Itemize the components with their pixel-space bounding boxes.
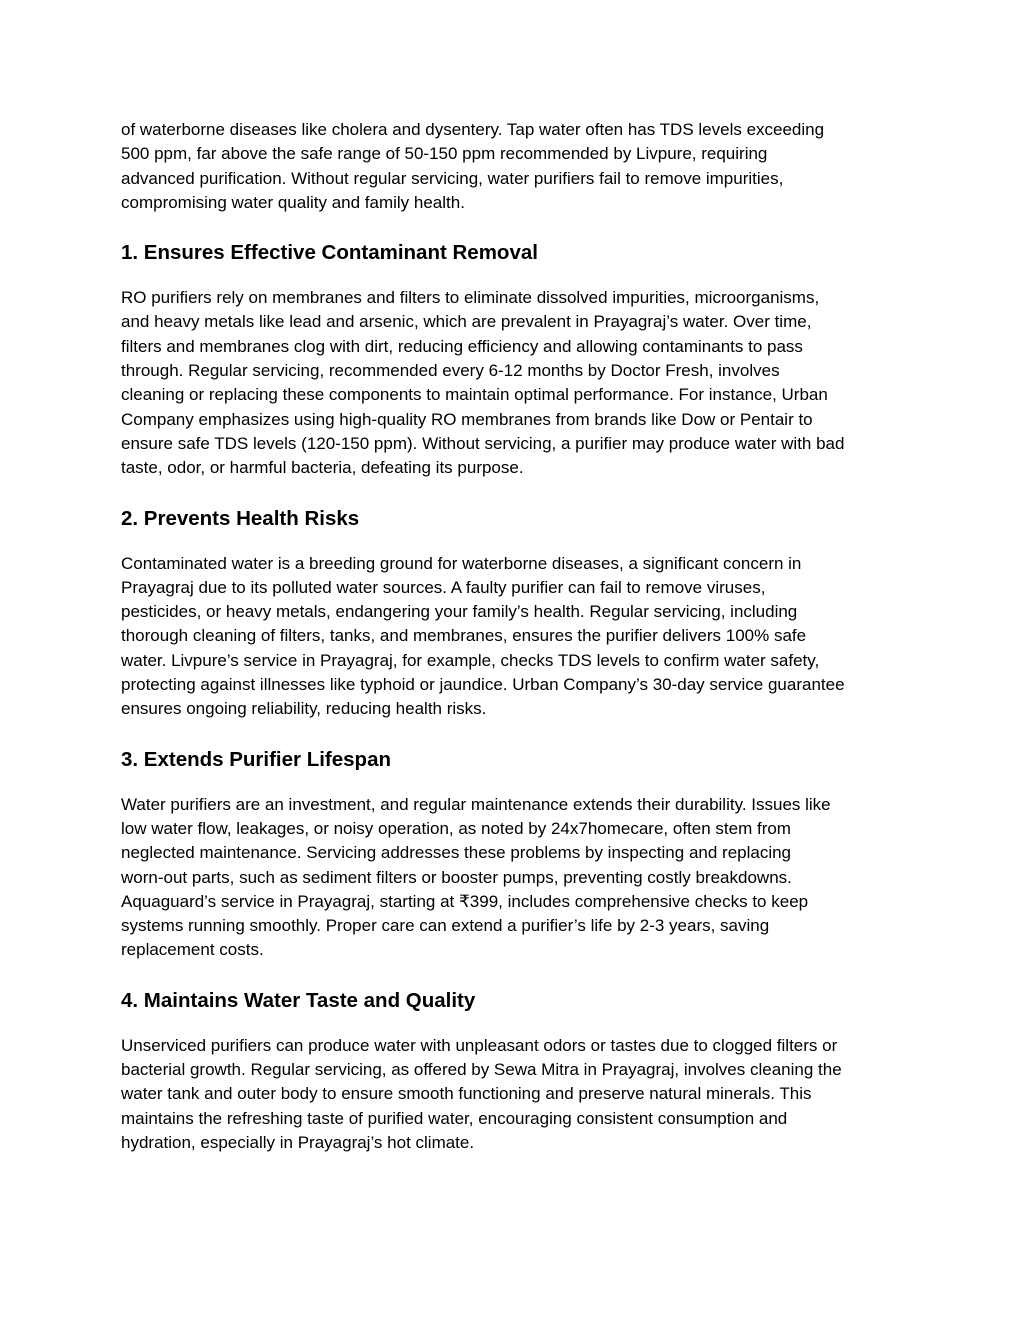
text-line: and heavy metals like lead and arsenic, which are prevalent in Prayagraj’s water. Over time, xyxy=(121,312,812,332)
text-line: water tank and outer body to ensure smooth functioning and preserve natural minerals. This xyxy=(121,1084,812,1104)
document-page xyxy=(121,118,911,1155)
text-line: Prayagraj due to its polluted water sources. A faulty purifier can fail to remove viruses, xyxy=(121,577,766,597)
section-heading-4: 4. Maintains Water Taste and Quality xyxy=(121,988,476,1012)
intro-paragraph xyxy=(121,118,911,215)
text-line: compromising water quality and family health. xyxy=(121,192,465,212)
text-line: low water flow, leakages, or noisy operation, as noted by 24x7homecare, often stem from xyxy=(121,818,791,838)
text-line: bacterial growth. Regular servicing, as offered by Sewa Mitra in Prayagraj, involves cleaning the xyxy=(121,1060,842,1080)
text-line: cleaning or replacing these components to maintain optimal performance. For instance, Urban xyxy=(121,385,828,405)
text-line: ensure safe TDS levels (120-150 ppm). Without servicing, a purifier may produce water with bad xyxy=(121,433,845,453)
text-line: replacement costs. xyxy=(121,940,264,960)
text-line: water. Livpure’s service in Prayagraj, for example, checks TDS levels to confirm water safety, xyxy=(121,650,820,670)
text-line: hydration, especially in Prayagraj’s hot climate. xyxy=(121,1132,475,1152)
text-line: of waterborne diseases like cholera and dysentery. Tap water often has TDS levels exceeding xyxy=(121,120,825,139)
text-line: pesticides, or heavy metals, endangering your family’s health. Regular servicing, including xyxy=(121,602,798,622)
text-line: thorough cleaning of filters, tanks, and membranes, ensures the purifier delivers 100% safe xyxy=(121,626,807,646)
text-line: Aquaguard’s service in Prayagraj, starting at ₹399, includes comprehensive checks to keep xyxy=(121,891,809,911)
section-heading-1: 1. Ensures Effective Contaminant Removal xyxy=(121,241,538,265)
text-line: ensures ongoing reliability, reducing health risks. xyxy=(121,699,487,719)
text-line: Company emphasizes using high-quality RO membranes from brands like Dow or Pentair to xyxy=(121,409,813,429)
text-line: RO purifiers rely on membranes and filters to eliminate dissolved impurities, microorganisms, xyxy=(121,288,820,308)
text-line: protecting against illnesses like typhoid or jaundice. Urban Company’s 30-day service guarantee xyxy=(121,675,845,695)
section-heading-2: 2. Prevents Health Risks xyxy=(121,506,360,530)
text-line: filters and membranes clog with dirt, reducing efficiency and allowing contaminants to pass xyxy=(121,336,803,356)
section-paragraph-3 xyxy=(121,793,911,963)
text-line: advanced purification. Without regular servicing, water purifiers fail to remove impurities, xyxy=(121,168,784,188)
text-line: maintains the refreshing taste of purified water, encouraging consistent consumption and xyxy=(121,1108,788,1128)
section-paragraph-2 xyxy=(121,552,911,722)
text-line: Contaminated water is a breeding ground for waterborne diseases, a significant concern in xyxy=(121,553,802,573)
text-line: neglected maintenance. Servicing addresses these problems by inspecting and replacing xyxy=(121,843,792,863)
text-line: Unserviced purifiers can produce water with unpleasant odors or tastes due to clogged filters or xyxy=(121,1035,838,1055)
section-paragraph-4 xyxy=(121,1034,911,1155)
text-line: 500 ppm, far above the safe range of 50-150 ppm recommended by Livpure, requiring xyxy=(121,144,768,164)
text-line: worn-out parts, such as sediment filters or booster pumps, preventing costly breakdowns. xyxy=(121,867,792,887)
text-line: Water purifiers are an investment, and regular maintenance extends their durability. Issues like xyxy=(121,794,831,814)
text-line: systems running smoothly. Proper care can extend a purifier’s life by 2-3 years, saving xyxy=(121,916,770,936)
text-line: through. Regular servicing, recommended every 6-12 months by Doctor Fresh, involves xyxy=(121,361,780,381)
section-heading-3: 3. Extends Purifier Lifespan xyxy=(121,747,391,771)
section-paragraph-1 xyxy=(121,286,911,480)
text-line: taste, odor, or harmful bacteria, defeating its purpose. xyxy=(121,458,524,478)
